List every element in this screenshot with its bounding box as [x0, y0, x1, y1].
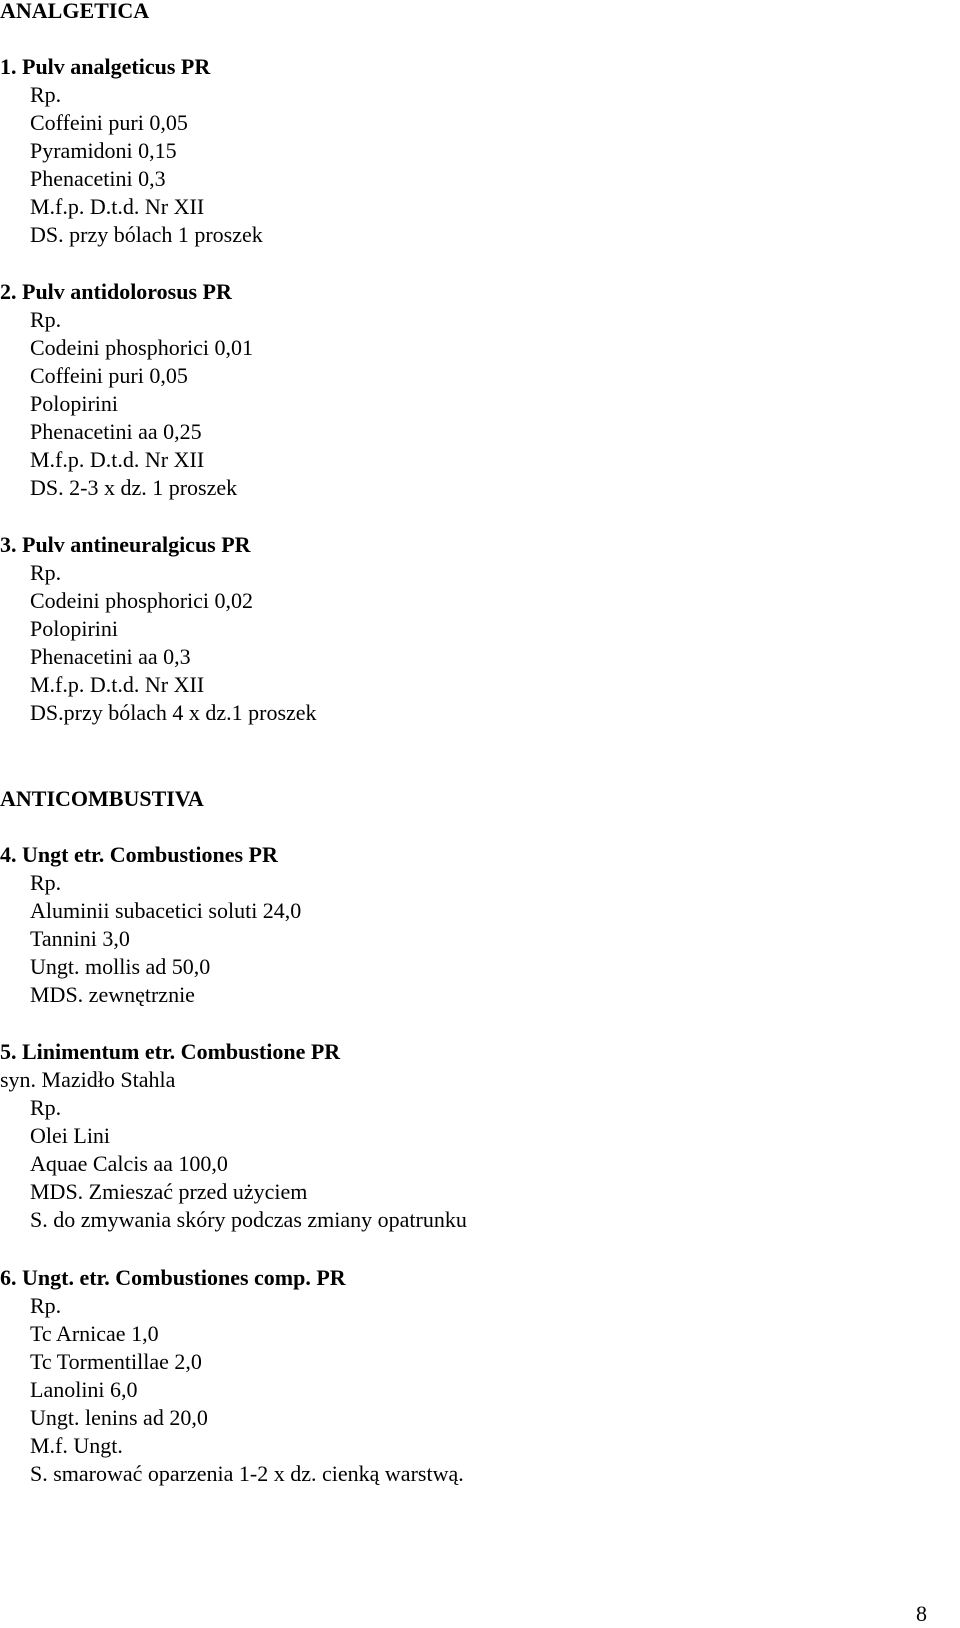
recipe-line: Rp.: [30, 560, 62, 585]
recipe-line: DS. przy bólach 1 proszek: [30, 222, 263, 247]
recipe-line: Coffeini puri 0,05: [30, 110, 188, 135]
recipe-line: Codeini phosphorici 0,01: [30, 335, 254, 360]
recipe-line: DS. 2-3 x dz. 1 proszek: [30, 475, 238, 500]
recipe-line: Codeini phosphorici 0,02: [30, 588, 254, 613]
recipe-line: DS.przy bólach 4 x dz.1 proszek: [30, 700, 317, 725]
recipe-line: Rp.: [30, 870, 62, 895]
recipe-line: MDS. zewnętrznie: [30, 982, 195, 1007]
recipe-synonym: syn. Mazidło Stahla: [0, 1067, 176, 1092]
recipe-line: Rp.: [30, 1095, 62, 1120]
recipe-line: Tc Arnicae 1,0: [30, 1321, 159, 1346]
recipe-line: Aquae Calcis aa 100,0: [30, 1151, 228, 1176]
recipe-line: Polopirini: [30, 391, 119, 416]
recipe-line: Tc Tormentillae 2,0: [30, 1349, 202, 1374]
page-number: 8: [916, 1601, 927, 1626]
recipe-line: Coffeini puri 0,05: [30, 363, 188, 388]
recipe-line: Lanolini 6,0: [30, 1377, 138, 1402]
recipe-title: 5. Linimentum etr. Combustione PR: [0, 1039, 341, 1064]
recipe-title: 6. Ungt. etr. Combustiones comp. PR: [0, 1265, 346, 1290]
recipe-line: M.f. Ungt.: [30, 1433, 123, 1458]
recipe-line: S. do zmywania skóry podczas zmiany opatrunku: [30, 1207, 467, 1232]
recipe-line: Olei Lini: [30, 1123, 111, 1148]
section-heading: ANALGETICA: [0, 0, 150, 23]
section-heading: ANTICOMBUSTIVA: [0, 786, 204, 811]
recipe-line: Phenacetini aa 0,25: [30, 419, 202, 444]
recipe-line: S. smarować oparzenia 1-2 x dz. cienką warstwą.: [30, 1461, 464, 1486]
recipe-line: MDS. Zmieszać przed użyciem: [30, 1179, 308, 1204]
recipe-line: Phenacetini 0,3: [30, 166, 166, 191]
recipe-title: 3. Pulv antineuralgicus PR: [0, 532, 251, 557]
recipe-line: Ungt. lenins ad 20,0: [30, 1405, 208, 1430]
recipe-line: Pyramidoni 0,15: [30, 138, 177, 163]
recipe-title: 2. Pulv antidolorosus PR: [0, 279, 232, 304]
recipe-line: Aluminii subacetici soluti 24,0: [30, 898, 302, 923]
recipe-line: Tannini 3,0: [30, 926, 130, 951]
recipe-line: Rp.: [30, 1293, 62, 1318]
recipe-line: Ungt. mollis ad 50,0: [30, 954, 211, 979]
recipe-line: Phenacetini aa 0,3: [30, 644, 191, 669]
recipe-title: 4. Ungt etr. Combustiones PR: [0, 842, 278, 867]
recipe-line: Rp.: [30, 82, 62, 107]
recipe-line: Polopirini: [30, 616, 119, 641]
recipe-line: M.f.p. D.t.d. Nr XII: [30, 672, 205, 697]
recipe-title: 1. Pulv analgeticus PR: [0, 54, 211, 79]
recipe-line: M.f.p. D.t.d. Nr XII: [30, 194, 205, 219]
recipe-line: Rp.: [30, 307, 62, 332]
recipe-line: M.f.p. D.t.d. Nr XII: [30, 447, 205, 472]
